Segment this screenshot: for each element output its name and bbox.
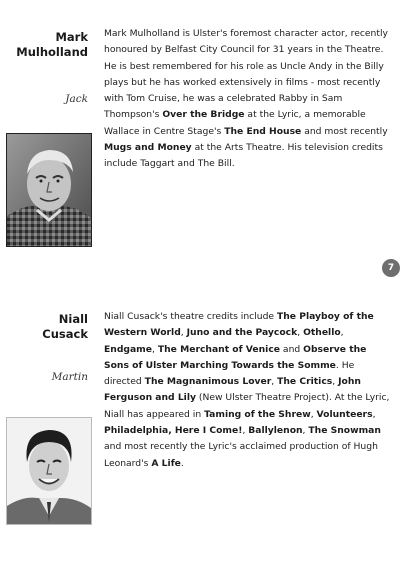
bio-text: , — [271, 376, 278, 388]
bio-text: at the Lyric, a memorable Wallace in Centre Stage's — [104, 109, 366, 137]
production-title: Philadelphia, Here I Come! — [104, 425, 243, 437]
production-title: The End House — [224, 125, 302, 137]
production-title: Volunteers — [316, 408, 373, 420]
production-title: Taming of the Shrew — [204, 408, 311, 420]
bio-text: , — [302, 425, 309, 437]
bio-text: , — [242, 425, 249, 437]
bio-text: . He directed — [104, 359, 355, 388]
production-title: John Ferguson and Lily — [104, 376, 361, 404]
bio-text: , — [340, 327, 344, 339]
actor-name — [0, 30, 88, 60]
production-title: Endgame — [104, 343, 152, 355]
bio-text: , — [297, 327, 304, 339]
production-title: The Magnanimous Lover — [144, 376, 272, 388]
bio-text: , — [310, 408, 317, 420]
production-title: The Playboy of the Western World — [104, 311, 374, 339]
actor-name — [0, 312, 88, 342]
bio-text: (New Ulster Theatre Project). At the Lyric, Niall has appeared in — [104, 392, 390, 420]
actor-last-name: Mulholland — [16, 45, 88, 59]
actor-role: Jack — [65, 93, 88, 105]
production-title: The Merchant of Venice — [157, 343, 281, 355]
production-title: The Critics — [277, 376, 333, 388]
page-number-badge: 7 — [382, 259, 400, 277]
bio-text: Mark Mulholland is Ulster's foremost character actor, recently honoured by Belfast City Council for 31 years in the Theatre. He is best remembered for his role as Uncle Andy in the Billy plays but he has worked extensively in films - most recently with Tom Cruise, he was a celebrated Rabby in Sam Thompson's — [104, 28, 388, 121]
production-title: Observe the Sons of Ulster Marching Towards the Somme — [104, 343, 367, 371]
bio-text: at the Arts Theatre. His television credits include Taggart and The Bill. — [104, 142, 383, 170]
actor-bio — [104, 26, 392, 173]
actor-portrait — [6, 417, 92, 525]
production-title: The Snowman — [308, 425, 381, 437]
bio-text: and most recently — [301, 125, 388, 137]
bio-text: , — [151, 343, 158, 355]
bio-text: , — [372, 408, 376, 420]
bio-text: . — [180, 457, 184, 469]
bio-text: and most recently the Lyric's acclaimed production of Hugh Leonard's — [104, 441, 378, 469]
production-title: Juno and the Paycock — [186, 327, 298, 339]
actor-first-name: Mark — [55, 30, 88, 44]
production-title: A Life — [151, 457, 181, 469]
actor-first-name: Niall — [58, 312, 88, 326]
production-title: Mugs and Money — [104, 142, 192, 154]
actor-portrait — [6, 133, 92, 247]
production-title: Othello — [303, 327, 341, 339]
production-title: Ballylenon — [248, 425, 303, 437]
bio-text: Niall Cusack's theatre credits include — [104, 311, 277, 322]
actor-last-name: Cusack — [42, 327, 88, 341]
bio-text: , — [332, 376, 339, 388]
bio-text: , — [180, 327, 187, 339]
actor-role: Martin — [51, 371, 88, 383]
production-title: Over the Bridge — [162, 109, 245, 121]
bio-text: and — [280, 343, 304, 355]
actor-bio — [104, 309, 392, 472]
